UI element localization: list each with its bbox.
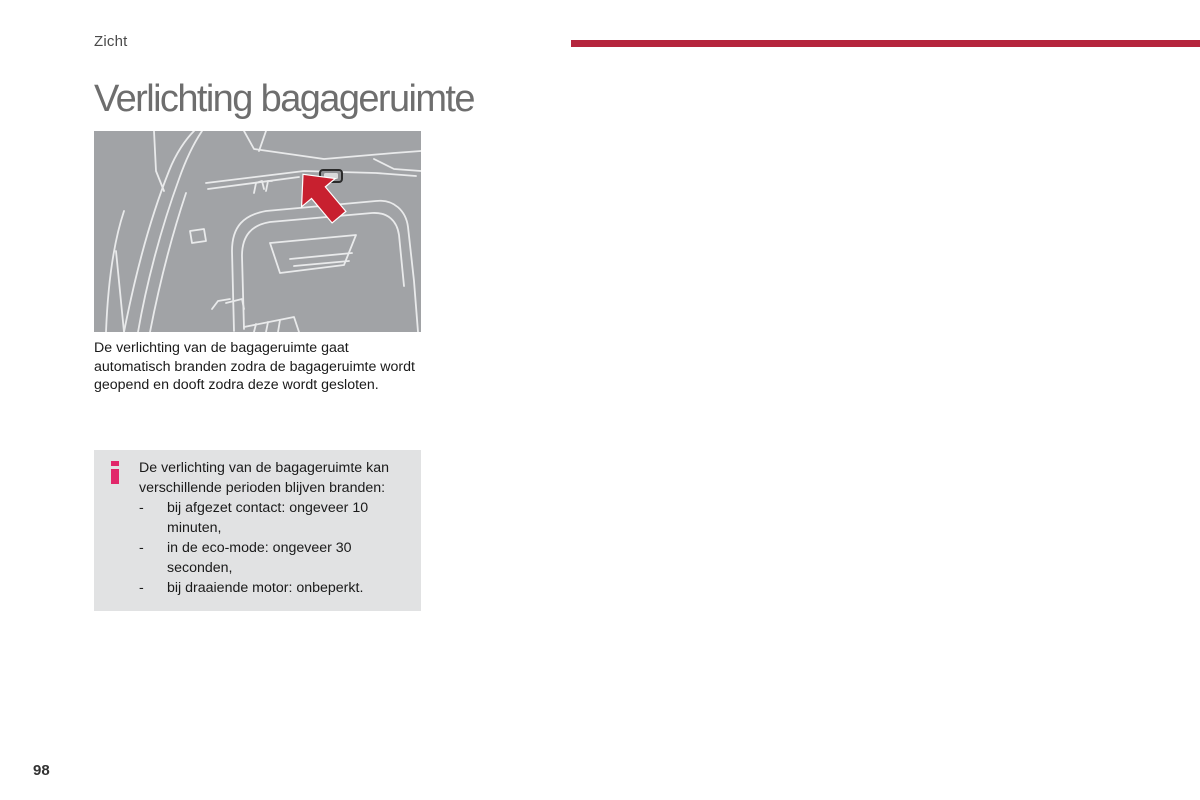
list-item-text: bij draaiende motor: onbeperkt. [167,580,364,596]
list-item-text: in de eco-mode: ongeveer 30 seconden, [167,540,352,576]
page-number: 98 [33,762,50,779]
list-item [139,538,419,578]
list-item [139,498,419,538]
list-item [139,578,419,598]
info-list [139,498,419,598]
list-item-text: bij afgezet contact: ongeveer 10 minuten, [167,500,369,536]
info-intro: De verlichting van de bagageruimte kan verschillende perioden blijven branden: [139,460,390,496]
list-dash: - [139,580,144,596]
info-box [94,450,421,611]
info-icon [111,461,119,484]
page-title: Verlichting bagageruimte [94,78,474,120]
section-label: Zicht [94,33,128,50]
header-rule [571,40,1200,47]
luggage-compartment-illustration [94,131,421,332]
description-paragraph: De verlichting van de bagageruimte gaat automatisch branden zodra de bagageruimte wordt geopend en dooft zodra deze wordt gesloten. [94,340,415,393]
list-dash: - [139,540,144,556]
list-dash: - [139,500,144,516]
